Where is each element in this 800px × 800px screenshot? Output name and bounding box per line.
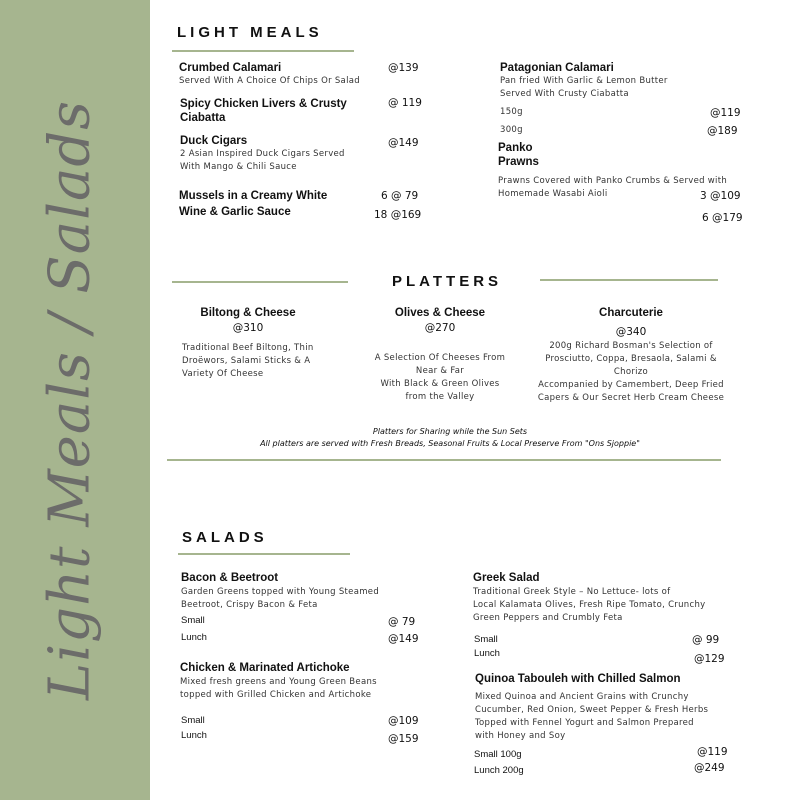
- platters-rule-right: [540, 279, 718, 281]
- item-name: Patagonian Calamari: [500, 62, 614, 74]
- platter-price: @310: [232, 322, 264, 334]
- salad-description-line-1: Garden Greens topped with Young Steamed: [181, 587, 380, 597]
- salad-chicken-artichoke: [180, 661, 430, 702]
- salad-size-small: Small 100g: [474, 749, 522, 760]
- item-name-line-2: Prawns: [498, 156, 539, 168]
- item-name-line-2: Wine & Garlic Sauce: [179, 206, 291, 218]
- platter-description-line-2: Near & Far: [415, 366, 465, 376]
- platter-description-line-2: Droëwors, Salami Sticks & A: [182, 356, 311, 366]
- item-description-line-2: Served With Crusty Ciabatta: [500, 89, 629, 99]
- menu-item-panko-prawns: [498, 141, 728, 201]
- platter-biltong-cheese: [182, 306, 314, 381]
- salad-size-lunch: Lunch: [181, 632, 207, 643]
- salad-description-line-1: Mixed fresh greens and Young Green Beans: [180, 677, 377, 687]
- item-name-line-1: Mussels in a Creamy White: [179, 190, 328, 202]
- item-price: @139: [388, 62, 419, 74]
- salad-bacon-beetroot: [181, 571, 421, 612]
- platter-olives-cheese: [360, 306, 520, 404]
- salad-size-lunch: Lunch: [474, 648, 500, 659]
- item-name-line-2: Ciabatta: [180, 112, 226, 124]
- salad-size-small: Small: [181, 615, 205, 626]
- salad-size-lunch: Lunch: [181, 730, 207, 741]
- salad-name: Bacon & Beetroot: [181, 572, 279, 584]
- salad-name: Chicken & Marinated Artichoke: [180, 662, 350, 674]
- platter-description-line-1: 200g Richard Bosman's Selection of: [549, 341, 713, 351]
- platter-price: @340: [615, 326, 647, 338]
- platters-rule-left: [172, 281, 348, 283]
- salad-description-line-4: with Honey and Soy: [475, 731, 566, 741]
- salads-rule: [178, 553, 350, 555]
- item-price-300g: @189: [707, 125, 738, 137]
- salad-name: Quinoa Tabouleh with Chilled Salmon: [475, 673, 681, 685]
- item-name-line-1: Spicy Chicken Livers & Crusty: [180, 98, 347, 110]
- platter-description-line-5: Capers & Our Secret Herb Cream Cheese: [537, 393, 725, 403]
- salad-description-line-1: Mixed Quinoa and Ancient Grains with Crunchy: [475, 692, 689, 702]
- platter-name: Charcuterie: [599, 307, 663, 319]
- platter-description-line-3: With Black & Green Olives: [380, 379, 500, 389]
- platter-description-line-2: Prosciutto, Coppa, Bresaola, Salami &: [545, 354, 717, 364]
- platters-bottom-rule: [167, 459, 721, 461]
- item-description-line-1: Pan fried With Garlic & Lemon Butter: [500, 76, 668, 86]
- platter-description-line-3: Variety Of Cheese: [182, 369, 264, 379]
- platters-note: [170, 426, 730, 450]
- item-name: Crumbed Calamari: [179, 62, 282, 74]
- light-meals-title: LIGHT MEALS: [177, 24, 323, 41]
- salad-quinoa-tabouleh: [475, 672, 750, 743]
- menu-item-patagonian-calamari: [500, 61, 720, 101]
- salad-description-line-1: Traditional Greek Style – No Lettuce- lots of: [473, 587, 671, 597]
- platter-name: Biltong & Cheese: [200, 307, 296, 319]
- sidebar: [0, 0, 150, 800]
- item-description-line-2: With Mango & Chili Sauce: [180, 162, 297, 172]
- item-price-6: 6 @179: [702, 212, 743, 224]
- salad-price-lunch: @249: [694, 762, 725, 774]
- salad-price-lunch: @149: [388, 633, 419, 645]
- salad-description-line-2: Local Kalamata Olives, Fresh Ripe Tomato, Crunchy: [473, 600, 706, 610]
- platter-price: @270: [424, 322, 456, 334]
- light-meals-rule: [172, 50, 354, 52]
- item-description-line-1: 2 Asian Inspired Duck Cigars Served: [180, 149, 345, 159]
- item-description: Served With A Choice Of Chips Or Salad: [179, 76, 360, 86]
- salad-size-small: Small: [181, 715, 205, 726]
- platters-note-line-1: Platters for Sharing while the Sun Sets: [372, 427, 528, 436]
- menu-item-crumbed-calamari: [179, 61, 379, 88]
- salad-description-line-2: Cucumber, Red Onion, Sweet Pepper & Fresh Herbs: [475, 705, 709, 715]
- item-size-300g: 300g: [500, 125, 523, 135]
- salad-description-line-2: topped with Grilled Chicken and Artichoke: [180, 690, 372, 700]
- platter-description-line-1: Traditional Beef Biltong, Thin: [182, 343, 314, 353]
- salad-price-small: @109: [388, 715, 419, 727]
- salad-greek: [473, 571, 743, 625]
- salad-price-lunch: @129: [694, 653, 725, 665]
- platter-charcuterie: [536, 306, 726, 405]
- salads-title: SALADS: [182, 529, 268, 546]
- salad-description-line-3: Green Peppers and Crumbly Feta: [473, 613, 623, 623]
- salad-name: Greek Salad: [473, 572, 540, 584]
- item-price-3: 3 @109: [700, 190, 741, 202]
- platter-description-line-3: Chorizo: [613, 367, 649, 377]
- platter-description-line-4: Accompanied by Camembert, Deep Fried: [538, 380, 724, 390]
- platter-name: Olives & Cheese: [394, 307, 486, 319]
- salad-price-small: @ 79: [388, 616, 416, 628]
- item-price-6: 6 @ 79: [381, 190, 419, 202]
- platters-title: PLATTERS: [392, 273, 503, 290]
- salad-price-small: @ 99: [692, 634, 720, 646]
- platter-description-line-4: from the Valley: [405, 392, 475, 402]
- item-name: Duck Cigars: [180, 135, 248, 147]
- menu-item-mussels: [179, 188, 379, 220]
- salad-size-small: Small: [474, 634, 498, 645]
- item-price-18: 18 @169: [374, 209, 422, 221]
- item-price-150g: @119: [710, 107, 741, 119]
- item-size-150g: 150g: [500, 107, 523, 117]
- platter-description-line-1: A Selection Of Cheeses From: [374, 353, 506, 363]
- platters-note-line-2: All platters are served with Fresh Breads, Seasonal Fruits & Local Preserve From "Ons Sjoppie": [260, 439, 640, 448]
- item-description-line-2: Homemade Wasabi Aioli: [498, 189, 608, 199]
- item-price: @ 119: [388, 97, 422, 109]
- menu-item-chicken-livers: [180, 97, 380, 125]
- salad-price-small: @119: [697, 746, 728, 758]
- salad-description-line-3: Topped with Fennel Yogurt and Salmon Prepared: [475, 718, 694, 728]
- salad-size-lunch: Lunch 200g: [474, 765, 524, 776]
- salad-description-line-2: Beetroot, Crispy Bacon & Feta: [181, 600, 318, 610]
- sidebar-title: Light Meals / Salads: [37, 100, 103, 700]
- item-description-line-1: Prawns Covered with Panko Crumbs & Served with: [498, 176, 728, 186]
- salad-price-lunch: @159: [388, 733, 419, 745]
- item-name-line-1: Panko: [498, 142, 533, 154]
- item-price: @149: [388, 137, 419, 149]
- menu-item-duck-cigars: [180, 134, 380, 174]
